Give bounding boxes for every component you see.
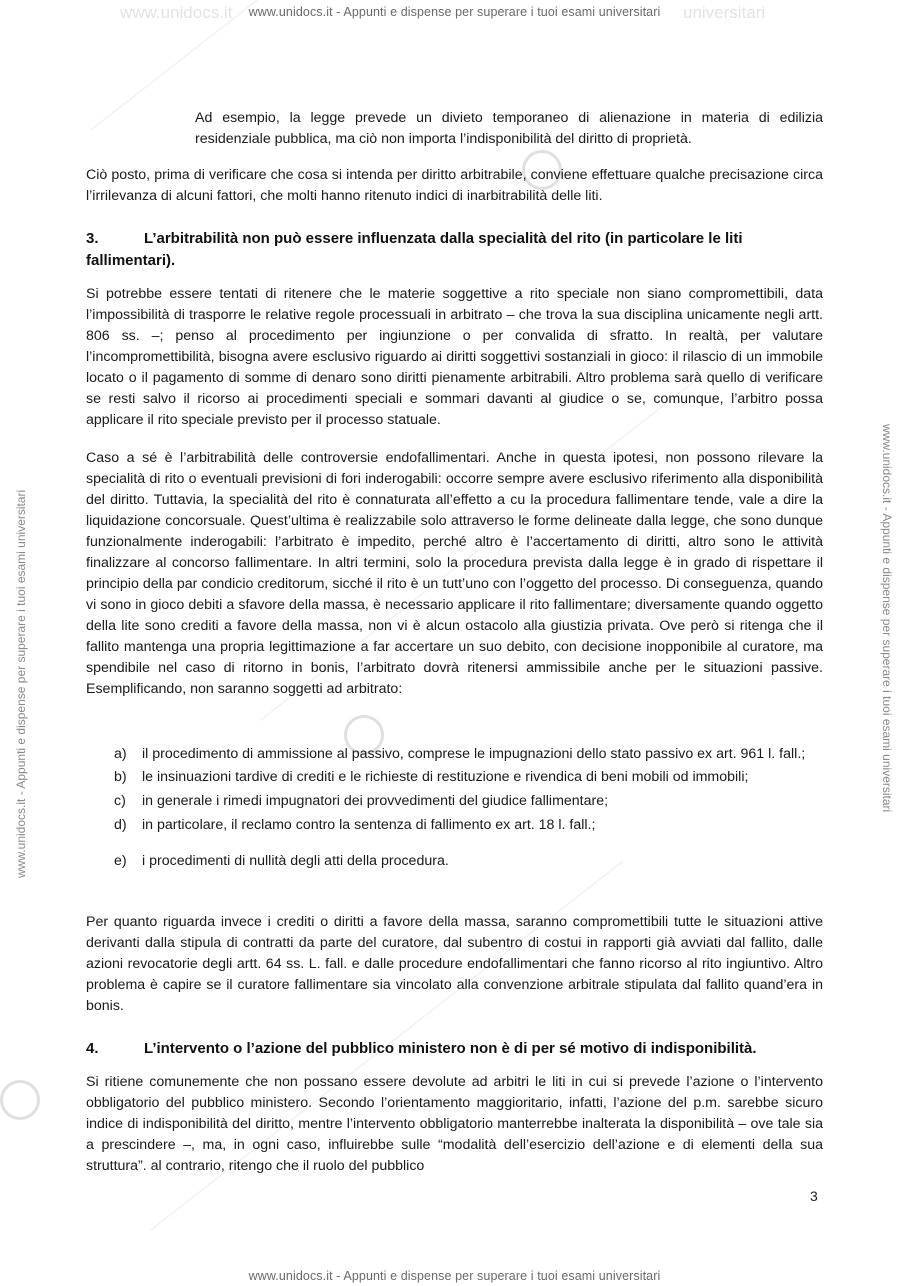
section-heading-3 — [86, 228, 823, 272]
page-number: 3 — [810, 1188, 818, 1204]
paragraph-1: Ciò posto, prima di verificare che cosa si intenda per diritto arbitrabile, conviene effettuare qualche precisazione circa l’irrilevanza di alcuni fattori, che molti hanno ritenuto indici di inarbitrabilità delle liti. — [86, 167, 823, 204]
watermark-ghost-right: universitari — [683, 3, 766, 22]
paragraph-4: Per quanto riguarda invece i crediti o diritti a favore della massa, saranno compromettibili tutte le situazioni attive derivanti dalla stipula di contratti da parte del curatore, dal subentro di costui in rapporti già avviati dal fallito, dalle azioni revocatorie degli artt. 64 ss. L. fall. e dalle procedure endofallimentari che fanno ricorso al rito ingiuntivo. Altro problema è capire se il curatore fallimentare sia vincolato alla convenzione arbitrale stipulata dal fallito quand’era in bonis. — [86, 914, 823, 1014]
watermark-side-left: www.unidocs.it - Appunti e dispense per superare i tuoi esami universitari — [14, 489, 28, 878]
indented-example — [195, 108, 823, 150]
paragraph-5: Si ritiene comunemente che non possano essere devolute ad arbitri le liti in cui si prevede l’azione o l’intervento obbligatorio del pubblico ministero. Secondo l’orientamento maggioritario, infatti, l’azione del p.m. sarebbe sicuro indice di indisponibilità del diritto, mentre l’intervento obbligatorio manterrebbe inalterata la disponibilità – ove tale sia a prescindere –, ma, in ogni caso, influirebbe sulle “modalità dell’esercizio dell’azione e di elementi della sua struttura”. al contrario, ritengo che il ruolo del pubblico — [86, 1074, 823, 1174]
section-title: L’arbitrabilità non può essere influenzata dalla specialità del rito (in particolare le liti fallimentari). — [86, 230, 743, 269]
watermark-ghost-left: www.unidocs.it — [120, 3, 233, 22]
exclusion-list — [114, 744, 823, 872]
list-item: a) il procedimento di ammissione al passivo, comprese le impugnazioni dello stato passivo ex art. 961 l. fall.; — [114, 746, 806, 762]
list-item: e) i procedimenti di nullità degli atti della procedura. — [114, 853, 449, 869]
list-item: b) le insinuazioni tardive di crediti e le richieste di restituzione e rivendica di beni mobili od immobili; — [114, 769, 749, 785]
paragraph-block — [86, 1072, 823, 1177]
watermark-logo-icon — [0, 1080, 40, 1120]
watermark-side-right: www.unidocs.it - Appunti e dispense per superare i tuoi esami universitari — [880, 424, 894, 813]
list-item: c) in generale i rimedi impugnatori dei provvedimenti del giudice fallimentare; — [114, 793, 609, 809]
paragraph-block — [86, 284, 823, 431]
section-number: 3. — [86, 230, 99, 247]
list-item: d) in particolare, il reclamo contro la sentenza di fallimento ex art. 18 l. fall.; — [114, 817, 596, 833]
paragraph-block — [86, 448, 823, 700]
section-heading-4 — [86, 1038, 823, 1060]
paragraph-block — [86, 912, 823, 1017]
paragraph-2: Si potrebbe essere tentati di ritenere che le materie soggettive a rito speciale non siano compromettibili, data l’impossibilità di trasporre le relative regole processuali in arbitrato – che trova la sua disciplina unicamente negli artt. 806 ss. –; penso al procedimento per ingiunzione o per convalida di sfratto. In realtà, per valutare l’incompromettibilità, bisogna avere esclusivo riguardo ai diritti soggettivi sostanziali in gioco: il rilascio di un immobile locato o il pagamento di somme di denaro sono diritti pienamente arbitrabili. Altro problema sarà quello di verificare se resti salvo il ricorso ai procedimenti speciali e sommari davanti al giudice o se, comunque, l’arbitro possa applicare il rito speciale previsto per il processo statuale. — [86, 286, 823, 428]
watermark-banner-top: www.unidocs.it - Appunti e dispense per superare i tuoi esami universitari — [248, 5, 661, 19]
paragraph-3: Caso a sé è l’arbitrabilità delle controversie endofallimentari. Anche in questa ipotesi, non possono rilevare la specialità di rito o eventuali previsioni di fori inderogabili: occorre sempre avere esclusivo riferimento alla disponibilità del diritto. Tuttavia, la specialità del rito è connaturata all’effetto a cu la procedura fallimentare tende, vale a dire la liquidazione concorsuale. Quest’ultima è realizzabile solo attraverso le forme delineate dalla legge, che sono dunque funzionalmente inderogabili: l’arbitrato è impedito, perché altro è l’accertamento di diritti, altro sono le attività finalizzare al concorso fallimentare. In altri termini, solo la procedura prevista dalla legge è in grado di rispettare il principio della par condicio creditorum, sicché il rito è un tutt’uno con l’oggetto del processo. Di conseguenza, quando vi sono in gioco debiti a sfavore della massa, è necessario applicare il rito fallimentare; diversamente quando oggetto della lite sono crediti a favore della massa, non vi è alcun ostacolo alla giustizia privata. Ove però si ritenga che il fallito mantenga una propria legittimazione a far accertare un suo debito, con decisione inopponibile al curatore, ma spendibile nel caso di ritorno in bonis, l’arbitrato dovrà ritenersi ammissibile anche per le situazioni passive. Esemplificando, non saranno soggetti ad arbitrato: — [86, 450, 823, 697]
paragraph-block — [86, 165, 823, 207]
section-number: 4. — [86, 1040, 99, 1057]
paragraph-example: Ad esempio, la legge prevede un divieto temporaneo di alienazione in materia di edilizia residenziale pubblica, ma ciò non importa l’indisponibilità del diritto di proprietà. — [195, 110, 823, 147]
section-title: L’intervento o l’azione del pubblico ministero non è di per sé motivo di indisponibilità. — [144, 1040, 757, 1057]
watermark-banner-bottom: www.unidocs.it - Appunti e dispense per superare i tuoi esami universitari — [248, 1269, 661, 1283]
